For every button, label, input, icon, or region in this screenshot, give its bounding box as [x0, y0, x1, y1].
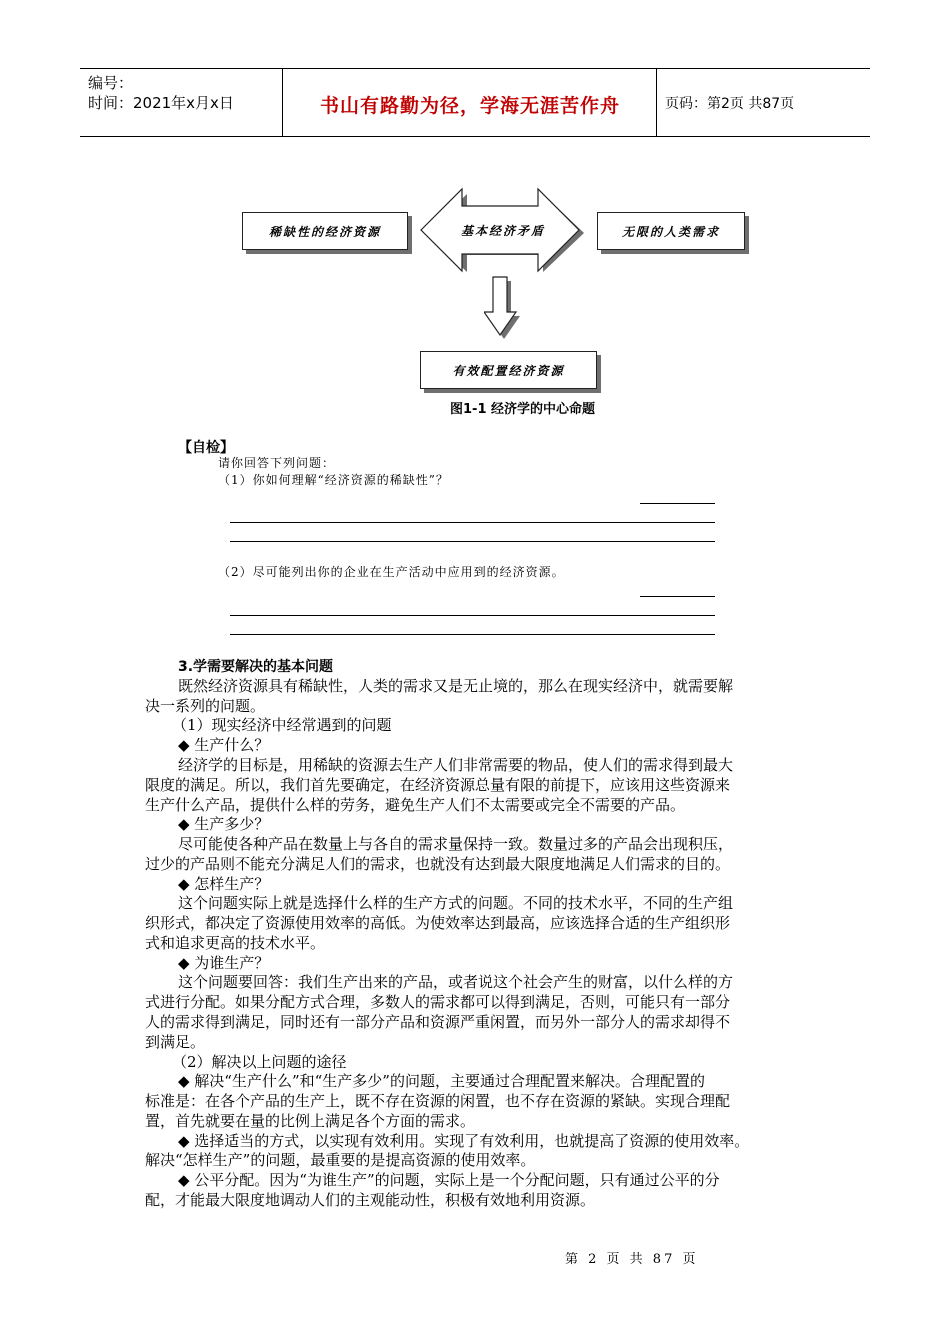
paragraph-line: ◆ 解决“生产什么”和“生产多少”的问题，主要通过合理配置来解决。合理配置的: [178, 1072, 705, 1090]
diagram-left-label: 稀缺性的经济资源: [268, 224, 381, 239]
answer-line[interactable]: [230, 522, 715, 523]
paragraph-line: 人的需求得到满足，同时还有一部分产品和资源严重闲置，而另外一部分人的需求却得不: [145, 1013, 731, 1031]
bullet-item: ◆ 怎样生产？: [178, 875, 270, 893]
date-label: 时间：2021年x月x日: [88, 94, 234, 112]
paragraph-line: 置，首先就要在量的比例上满足各个方面的需求。: [145, 1112, 476, 1130]
paragraph-line: ◆ 选择适当的方式，以实现有效利用。实现了有效利用，也就提高了资源的使用效率。: [178, 1132, 750, 1150]
paragraph-line: 式进行分配。如果分配方式合理，多数人的需求都可以得到满足，否则，可能只有一部分: [145, 993, 731, 1011]
selfcheck-title: 【自检】: [178, 440, 234, 456]
paragraph-line: 决一系列的问题。: [145, 697, 266, 715]
selfcheck-question-2: （2）尽可能列出你的企业在生产活动中应用到的经济资源。: [218, 565, 565, 579]
paragraph-line: 标准是：在各个产品的生产上，既不存在资源的闲置，也不存在资源的紧缺。实现合理配: [145, 1092, 731, 1110]
answer-line[interactable]: [230, 634, 715, 635]
paragraph-line: 尽可能使各种产品在数量上与各自的需求量保持一致。数量过多的产品会出现积压，: [178, 835, 734, 853]
header-divider: [656, 69, 657, 136]
paragraph-line: 这个问题要回答：我们生产出来的产品，或者说这个社会产生的财富，以什么样的方: [178, 973, 734, 991]
answer-line[interactable]: [640, 503, 715, 504]
paragraph-line: 过少的产品则不能充分满足人们的需求，也就没有达到最大限度地满足人们需求的目的。: [145, 855, 731, 873]
paragraph-line: 式和追求更高的技术水平。: [145, 934, 326, 952]
selfcheck-question-1: （1）你如何理解“经济资源的稀缺性”？: [218, 473, 449, 487]
page-footer: 第 2 页 共 87 页: [565, 1252, 699, 1267]
paragraph-line: 生产什么产品，提供什么样的劳务，避免生产人们不太需要或完全不需要的产品。: [145, 796, 686, 814]
bullet-item: ◆ 生产什么？: [178, 736, 270, 754]
paragraph-line: 既然经济资源具有稀缺性，人类的需求又是无止境的，那么在现实经济中，就需要解: [178, 677, 734, 695]
subsection-title: （1）现实经济中经常遇到的问题: [172, 716, 392, 734]
answer-line[interactable]: [640, 596, 715, 597]
subsection-title: （2）解决以上问题的途径: [172, 1053, 347, 1071]
paragraph-line: 织形式，都决定了资源使用效率的高低。为使效率达到最高，应该选择合适的生产组织形: [145, 914, 731, 932]
answer-line[interactable]: [230, 615, 715, 616]
header-divider: [282, 69, 283, 136]
number-label: 编号：: [88, 74, 134, 92]
paragraph-line: 解决“怎样生产”的问题，最重要的是提高资源的使用效率。: [145, 1151, 536, 1169]
paragraph-line: 配，才能最大限度地调动人们的主观能动性，积极有效地利用资源。: [145, 1191, 596, 1209]
header-meta: [88, 73, 234, 113]
diagram-right-box: [597, 212, 745, 250]
answer-line[interactable]: [230, 541, 715, 542]
paragraph-line: 这个问题实际上就是选择什么样的生产方式的问题。不同的技术水平，不同的生产组: [178, 894, 734, 912]
paragraph-line: 到满足。: [145, 1033, 206, 1051]
paragraph-line: ◆ 公平分配。因为“为谁生产”的问题，实际上是一个分配问题，只有通过公平的分: [178, 1171, 720, 1189]
paragraph-line: 经济学的目标是，用稀缺的资源去生产人们非常需要的物品，使人们的需求得到最大: [178, 756, 734, 774]
bullet-item: ◆ 为谁生产？: [178, 954, 270, 972]
paragraph-line: 限度的满足。所以，我们首先要确定，在经济资源总量有限的前提下，应该用这些资源来: [145, 776, 731, 794]
diagram-left-box: [242, 212, 408, 250]
header-page-info: 页码：第2页 共87页: [665, 96, 795, 112]
selfcheck-prompt: 请你回答下列问题：: [218, 456, 336, 470]
page-header: [80, 68, 870, 137]
diagram-bottom-box: [420, 351, 597, 389]
figure-caption: 图1-1 经济学的中心命题: [450, 402, 596, 417]
header-motto: 书山有路勤为径，学海无涯苦作舟: [319, 95, 620, 117]
diagram-bottom-label: 有效配置经济资源: [452, 363, 565, 378]
diagram-down-arrow: [484, 276, 520, 340]
diagram-right-label: 无限的人类需求: [621, 224, 720, 239]
section-heading: 3.学需要解决的基本问题: [178, 659, 334, 675]
diagram-center-label: 基本经济矛盾: [460, 224, 545, 238]
bullet-item: ◆ 生产多少？: [178, 815, 270, 833]
